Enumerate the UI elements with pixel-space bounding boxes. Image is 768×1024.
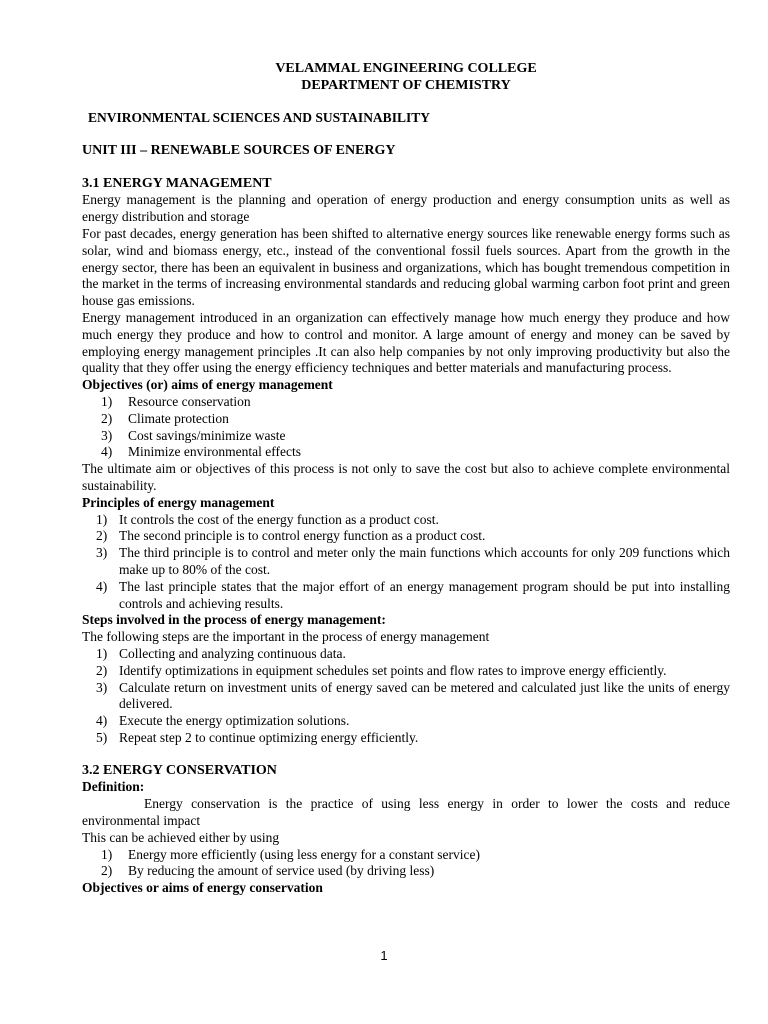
- section-heading-energy-management: 3.1 ENERGY MANAGEMENT: [82, 175, 272, 191]
- paragraph: This can be achieved either by using: [82, 829, 280, 845]
- list-item: 1) It controls the cost of the energy function as a product cost.: [96, 511, 439, 527]
- paragraph: Energy management introduced in an organization can effectively manage how much energy they produce and how much energy they produce and how to control and monitor. A large amount of energy and money can be saved by employing energy management principles .It can also help companies by not only improving productivity but also the quality that they offer using the energy efficiency techniques and better materials and manufacturing process.: [82, 309, 730, 376]
- list-item: 1) Resource conservation: [101, 393, 251, 409]
- definition-label: Definition:: [82, 779, 145, 795]
- list-item: 3) Calculate return on investment units of energy saved can be metered and calculated just like the units of energy delivered.: [96, 679, 730, 712]
- methods-list: [82, 847, 730, 881]
- principles-list: [82, 512, 730, 613]
- paragraph: The following steps are the important in the process of energy management: [82, 629, 490, 645]
- paragraph: Energy management is the planning and operation of energy production and energy consumption units as well as energy distribution and storage: [82, 192, 730, 225]
- objectives-list: [82, 394, 730, 461]
- subheading-steps: Steps involved in the process of energy management:: [82, 612, 386, 628]
- list-item: 2) The second principle is to control energy function as a product cost.: [96, 528, 486, 544]
- paragraph: The ultimate aim or objectives of this process is not only to save the cost but also to achieve complete environmental sustainability.: [82, 461, 730, 493]
- list-item: 4) The last principle states that the major effort of an energy management program should be put into installing controls and achieving results.: [96, 578, 730, 611]
- list-item: 2) By reducing the amount of service used (by driving less): [101, 863, 435, 879]
- unit-title: UNIT III – RENEWABLE SOURCES OF ENERGY: [82, 142, 396, 158]
- list-item: 1) Energy more efficiently (using less energy for a constant service): [101, 846, 481, 862]
- college-name: VELAMMAL ENGINEERING COLLEGE: [275, 61, 537, 76]
- steps-list: [82, 646, 730, 747]
- page-number: 1: [380, 948, 388, 963]
- document-page: [82, 60, 730, 897]
- department-name: DEPARTMENT OF CHEMISTRY: [301, 78, 511, 93]
- subheading-principles: Principles of energy management: [82, 494, 275, 510]
- section-heading-energy-conservation: 3.2 ENERGY CONSERVATION: [82, 762, 277, 778]
- paragraph: For past decades, energy generation has been shifted to alternative energy sources like renewable energy forms such as solar, wind and biomass energy, etc., instead of the conventional fossil fuels sources. Apart from the growth in the energy sector, there has been an equivalent in business and organizations, which has bought tremendous competition in the market in the terms of increasing environmental standards and reducing global warming carbon foot print and green house gas emissions.: [82, 225, 730, 309]
- list-item: 3) Cost savings/minimize waste: [101, 427, 286, 443]
- subheading-conservation-objectives: Objectives or aims of energy conservation: [82, 880, 323, 896]
- definition-paragraph: Energy conservation is the practice of using less energy in order to lower the costs and reduce environmental impact: [82, 796, 730, 829]
- list-item: 4) Execute the energy optimization solutions.: [96, 713, 350, 729]
- list-item: 4) Minimize environmental effects: [101, 444, 301, 460]
- list-item: 2) Identify optimizations in equipment schedules set points and flow rates to improve energy efficiently.: [96, 662, 667, 678]
- list-item: 1) Collecting and analyzing continuous data.: [96, 645, 346, 661]
- subheading-objectives: Objectives (or) aims of energy management: [82, 377, 333, 393]
- list-item: 3) The third principle is to control and meter only the main functions which accounts for only 209 functions which make up to 80% of the cost.: [96, 545, 730, 577]
- list-item: 5) Repeat step 2 to continue optimizing energy efficiently.: [96, 729, 419, 745]
- subject-title: ENVIRONMENTAL SCIENCES AND SUSTAINABILITY: [88, 110, 430, 125]
- list-item: 2) Climate protection: [101, 410, 229, 426]
